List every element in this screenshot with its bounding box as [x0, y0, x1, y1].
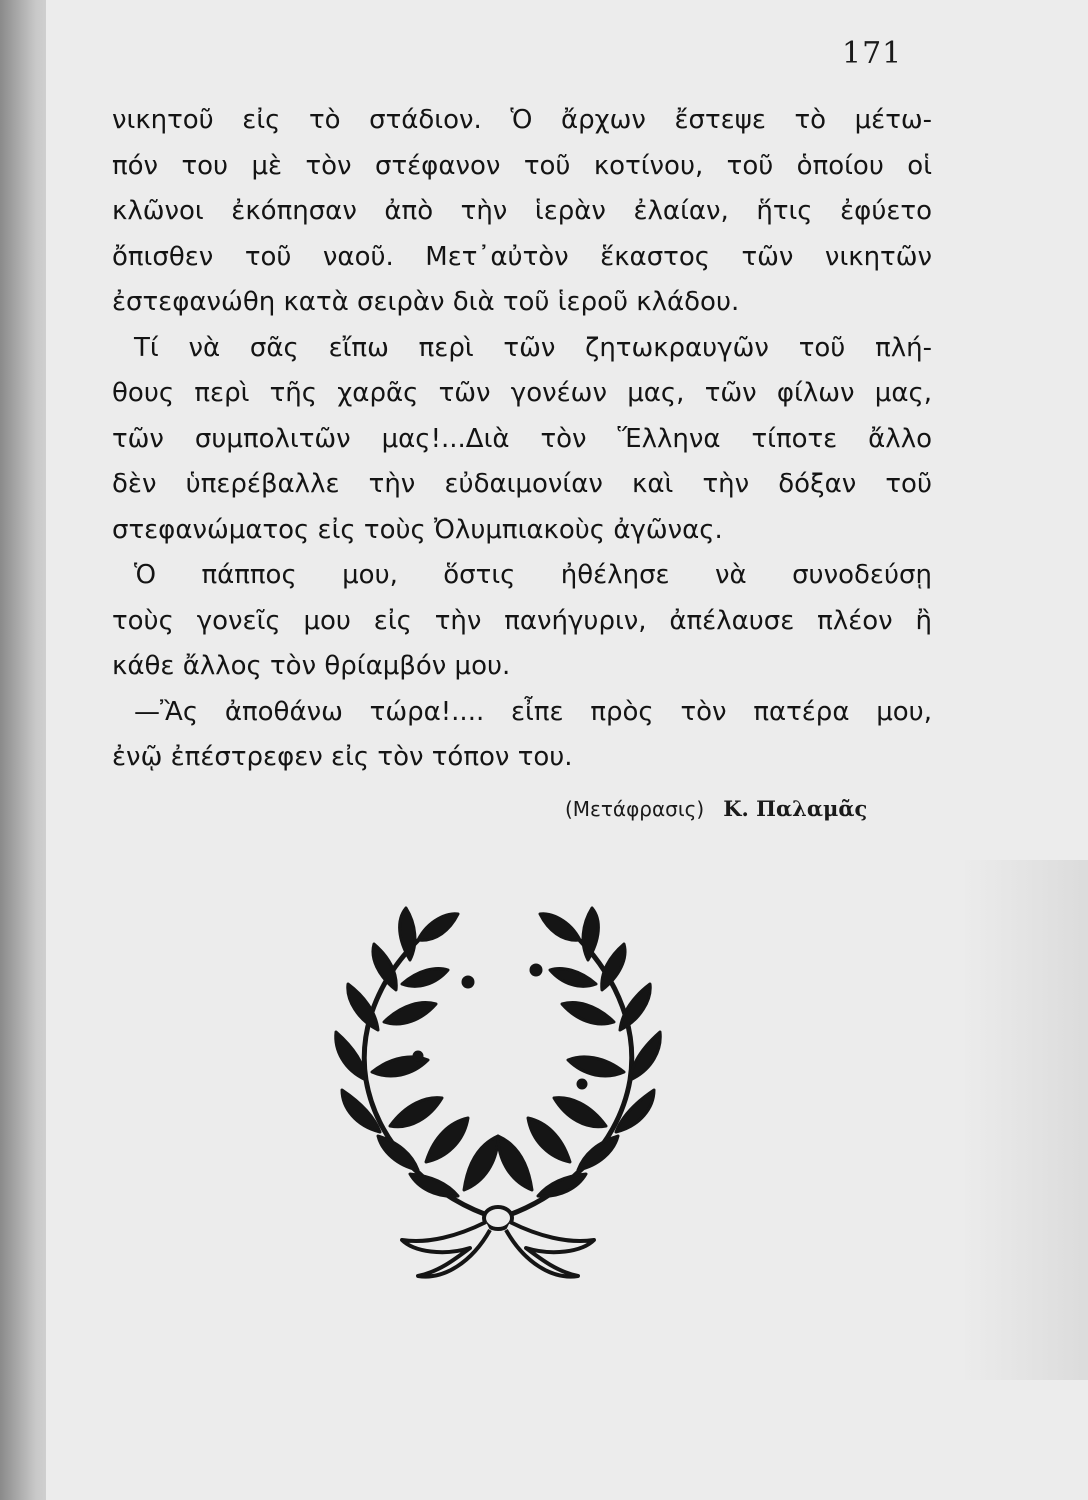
text-line: νικητοῦ εἰς τὸ στάδιον. Ὁ ἄρχων ἔστεψε τὸ μέτω- [112, 105, 932, 135]
text-line: Τί νὰ σᾶς εἴπω περὶ τῶν ζητωκραυγῶν τοῦ πλή- [134, 332, 932, 363]
translator-name: Κ. Παλαμᾶς [723, 796, 868, 821]
text-line: πόν του μὲ τὸν στέφανον τοῦ κοτίνου, τοῦ ὁποίου οἱ [112, 150, 932, 181]
text-line: —Ἂς ἀποθάνω τώρα!.... εἶπε πρὸς τὸν πατέρα μου, [134, 696, 932, 727]
text-line: θους περὶ τῆς χαρᾶς τῶν γονέων μας, τῶν φίλων μας, [112, 378, 932, 408]
text-line: κλῶνοι ἐκόπησαν ἀπὸ τὴν ἱερὰν ἐλαίαν, ἥτις ἐφύετο [112, 196, 932, 226]
body-text [112, 98, 932, 781]
text-line: τοὺς γονεῖς μου εἰς τὴν πανήγυριν, ἀπέλαυσε πλέον ἢ [112, 605, 932, 636]
text-line: τῶν συμπολιτῶν μας!...Διὰ τὸν Ἕλληνα τίποτε ἄλλο [112, 423, 932, 454]
translation-label: (Μετάφρασις) [565, 797, 705, 821]
bleed-through-shade [960, 860, 1088, 1380]
text-line: κάθε ἄλλος τὸν θρίαμβόν μου. [112, 651, 511, 681]
page-number: 171 [842, 36, 903, 71]
laurel-wreath-icon [318, 900, 678, 1285]
text-line: ὄπισθεν τοῦ ναοῦ. Μετ᾽αὐτὸν ἕκαστος τῶν νικητῶν [112, 241, 932, 272]
text-line: δὲν ὑπερέβαλλε τὴν εὐδαιμονίαν καὶ τὴν δόξαν τοῦ [112, 469, 932, 499]
translation-credit [565, 796, 867, 821]
text-line: Ὁ πάππος μου, ὅστις ἠθέλησε νὰ συνοδεύσῃ [134, 560, 932, 590]
text-line: ἐστεφανώθη κατὰ σειρὰν διὰ τοῦ ἱεροῦ κλάδου. [112, 287, 740, 317]
text-line: ἐνῷ ἐπέστρεφεν εἰς τὸν τόπον του. [112, 742, 573, 772]
text-line: στεφανώματος εἰς τοὺς Ὀλυμπιακοὺς ἀγῶνας. [112, 514, 723, 545]
